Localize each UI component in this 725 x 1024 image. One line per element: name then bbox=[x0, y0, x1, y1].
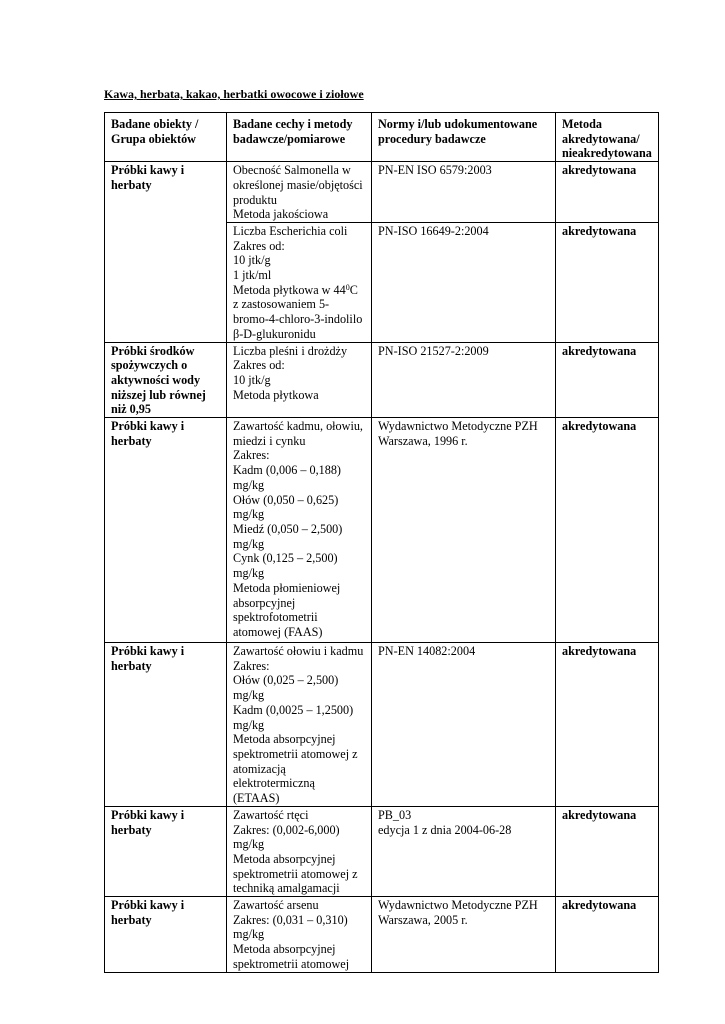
row-status: akredytowana bbox=[556, 643, 659, 807]
table-row bbox=[105, 643, 659, 807]
header-status: Metoda akredytowana/ nieakredytowana bbox=[556, 113, 659, 162]
row-norm: PN-EN 14082:2004 bbox=[372, 643, 556, 807]
row-features: Zawartość kadmu, ołowiu, miedzi i cynku Zakres: Kadm (0,006 – 0,188) mg/kg Ołów (0,050 – 0,625) mg/kg Miedź (0,050 – 2,500) mg/kg Cynk (0,125 – 2,500) mg/kg Metoda płomieniowej absorpcyjnej spektrofotometrii atomowej (FAAS) bbox=[227, 418, 372, 643]
header-features: Badane cechy i metody badawcze/pomiarowe bbox=[227, 113, 372, 162]
row-object: Próbki środków spożywczych o aktywności wody niższej lub równej niż 0,95 bbox=[105, 342, 227, 418]
page-heading: Kawa, herbata, kakao, herbatki owocowe i ziołowe bbox=[104, 87, 364, 101]
row-features: Obecność Salmonella w określonej masie/objętości produktu Metoda jakościowa bbox=[227, 162, 372, 223]
row-object: Próbki kawy i herbaty bbox=[105, 643, 227, 807]
row-object: Próbki kawy i herbaty bbox=[105, 418, 227, 643]
row-status: akredytowana bbox=[556, 806, 659, 896]
table-row bbox=[105, 806, 659, 896]
row-status: akredytowana bbox=[556, 897, 659, 973]
row-features: Zawartość arsenu Zakres: (0,031 – 0,310) mg/kg Metoda absorpcyjnej spektrometrii atomowej bbox=[227, 897, 372, 973]
row-norm: PN-ISO 21527-2:2009 bbox=[372, 342, 556, 418]
table-row bbox=[105, 162, 659, 223]
row-status: akredytowana bbox=[556, 222, 659, 342]
row-norm: Wydawnictwo Metodyczne PZH Warszawa, 1996 r. bbox=[372, 418, 556, 643]
header-objects: Badane obiekty / Grupa obiektów bbox=[105, 113, 227, 162]
header-norms: Normy i/lub udokumentowane procedury badawcze bbox=[372, 113, 556, 162]
row-features: Zawartość ołowiu i kadmu Zakres: Ołów (0,025 – 2,500) mg/kg Kadm (0,0025 – 1,2500) mg/kg Metoda absorpcyjnej spektrometrii atomowej z atomizacją elektrotermiczną (ETAAS) bbox=[227, 643, 372, 807]
row-norm: PN-ISO 16649-2:2004 bbox=[372, 222, 556, 342]
row-features: Zawartość rtęci Zakres: (0,002-6,000) mg/kg Metoda absorpcyjnej spektrometrii atomowej z techniką amalgamacji bbox=[227, 806, 372, 896]
table-row bbox=[105, 418, 659, 643]
row-status: akredytowana bbox=[556, 418, 659, 643]
table-row bbox=[105, 342, 659, 418]
row-norm: PB_03 edycja 1 z dnia 2004-06-28 bbox=[372, 806, 556, 896]
table-header-row bbox=[105, 113, 659, 162]
row-features: Liczba Escherichia coli Zakres od: 10 jtk/g 1 jtk/ml Metoda płytkowa w $44^0C$ z zastosowaniem 5- bromo-4-chloro-3-indolilo β-D-glukuronidu bbox=[227, 222, 372, 342]
row-object: Próbki kawy i herbaty bbox=[105, 806, 227, 896]
row-status: akredytowana bbox=[556, 162, 659, 223]
table-row bbox=[105, 897, 659, 973]
row-status: akredytowana bbox=[556, 342, 659, 418]
methods-table bbox=[104, 112, 659, 973]
row-object: Próbki kawy i herbaty bbox=[105, 162, 227, 342]
row-norm: Wydawnictwo Metodyczne PZH Warszawa, 2005 r. bbox=[372, 897, 556, 973]
row-object: Próbki kawy i herbaty bbox=[105, 897, 227, 973]
row-features: Liczba pleśni i drożdży Zakres od: 10 jtk/g Metoda płytkowa bbox=[227, 342, 372, 418]
row-norm: PN-EN ISO 6579:2003 bbox=[372, 162, 556, 223]
